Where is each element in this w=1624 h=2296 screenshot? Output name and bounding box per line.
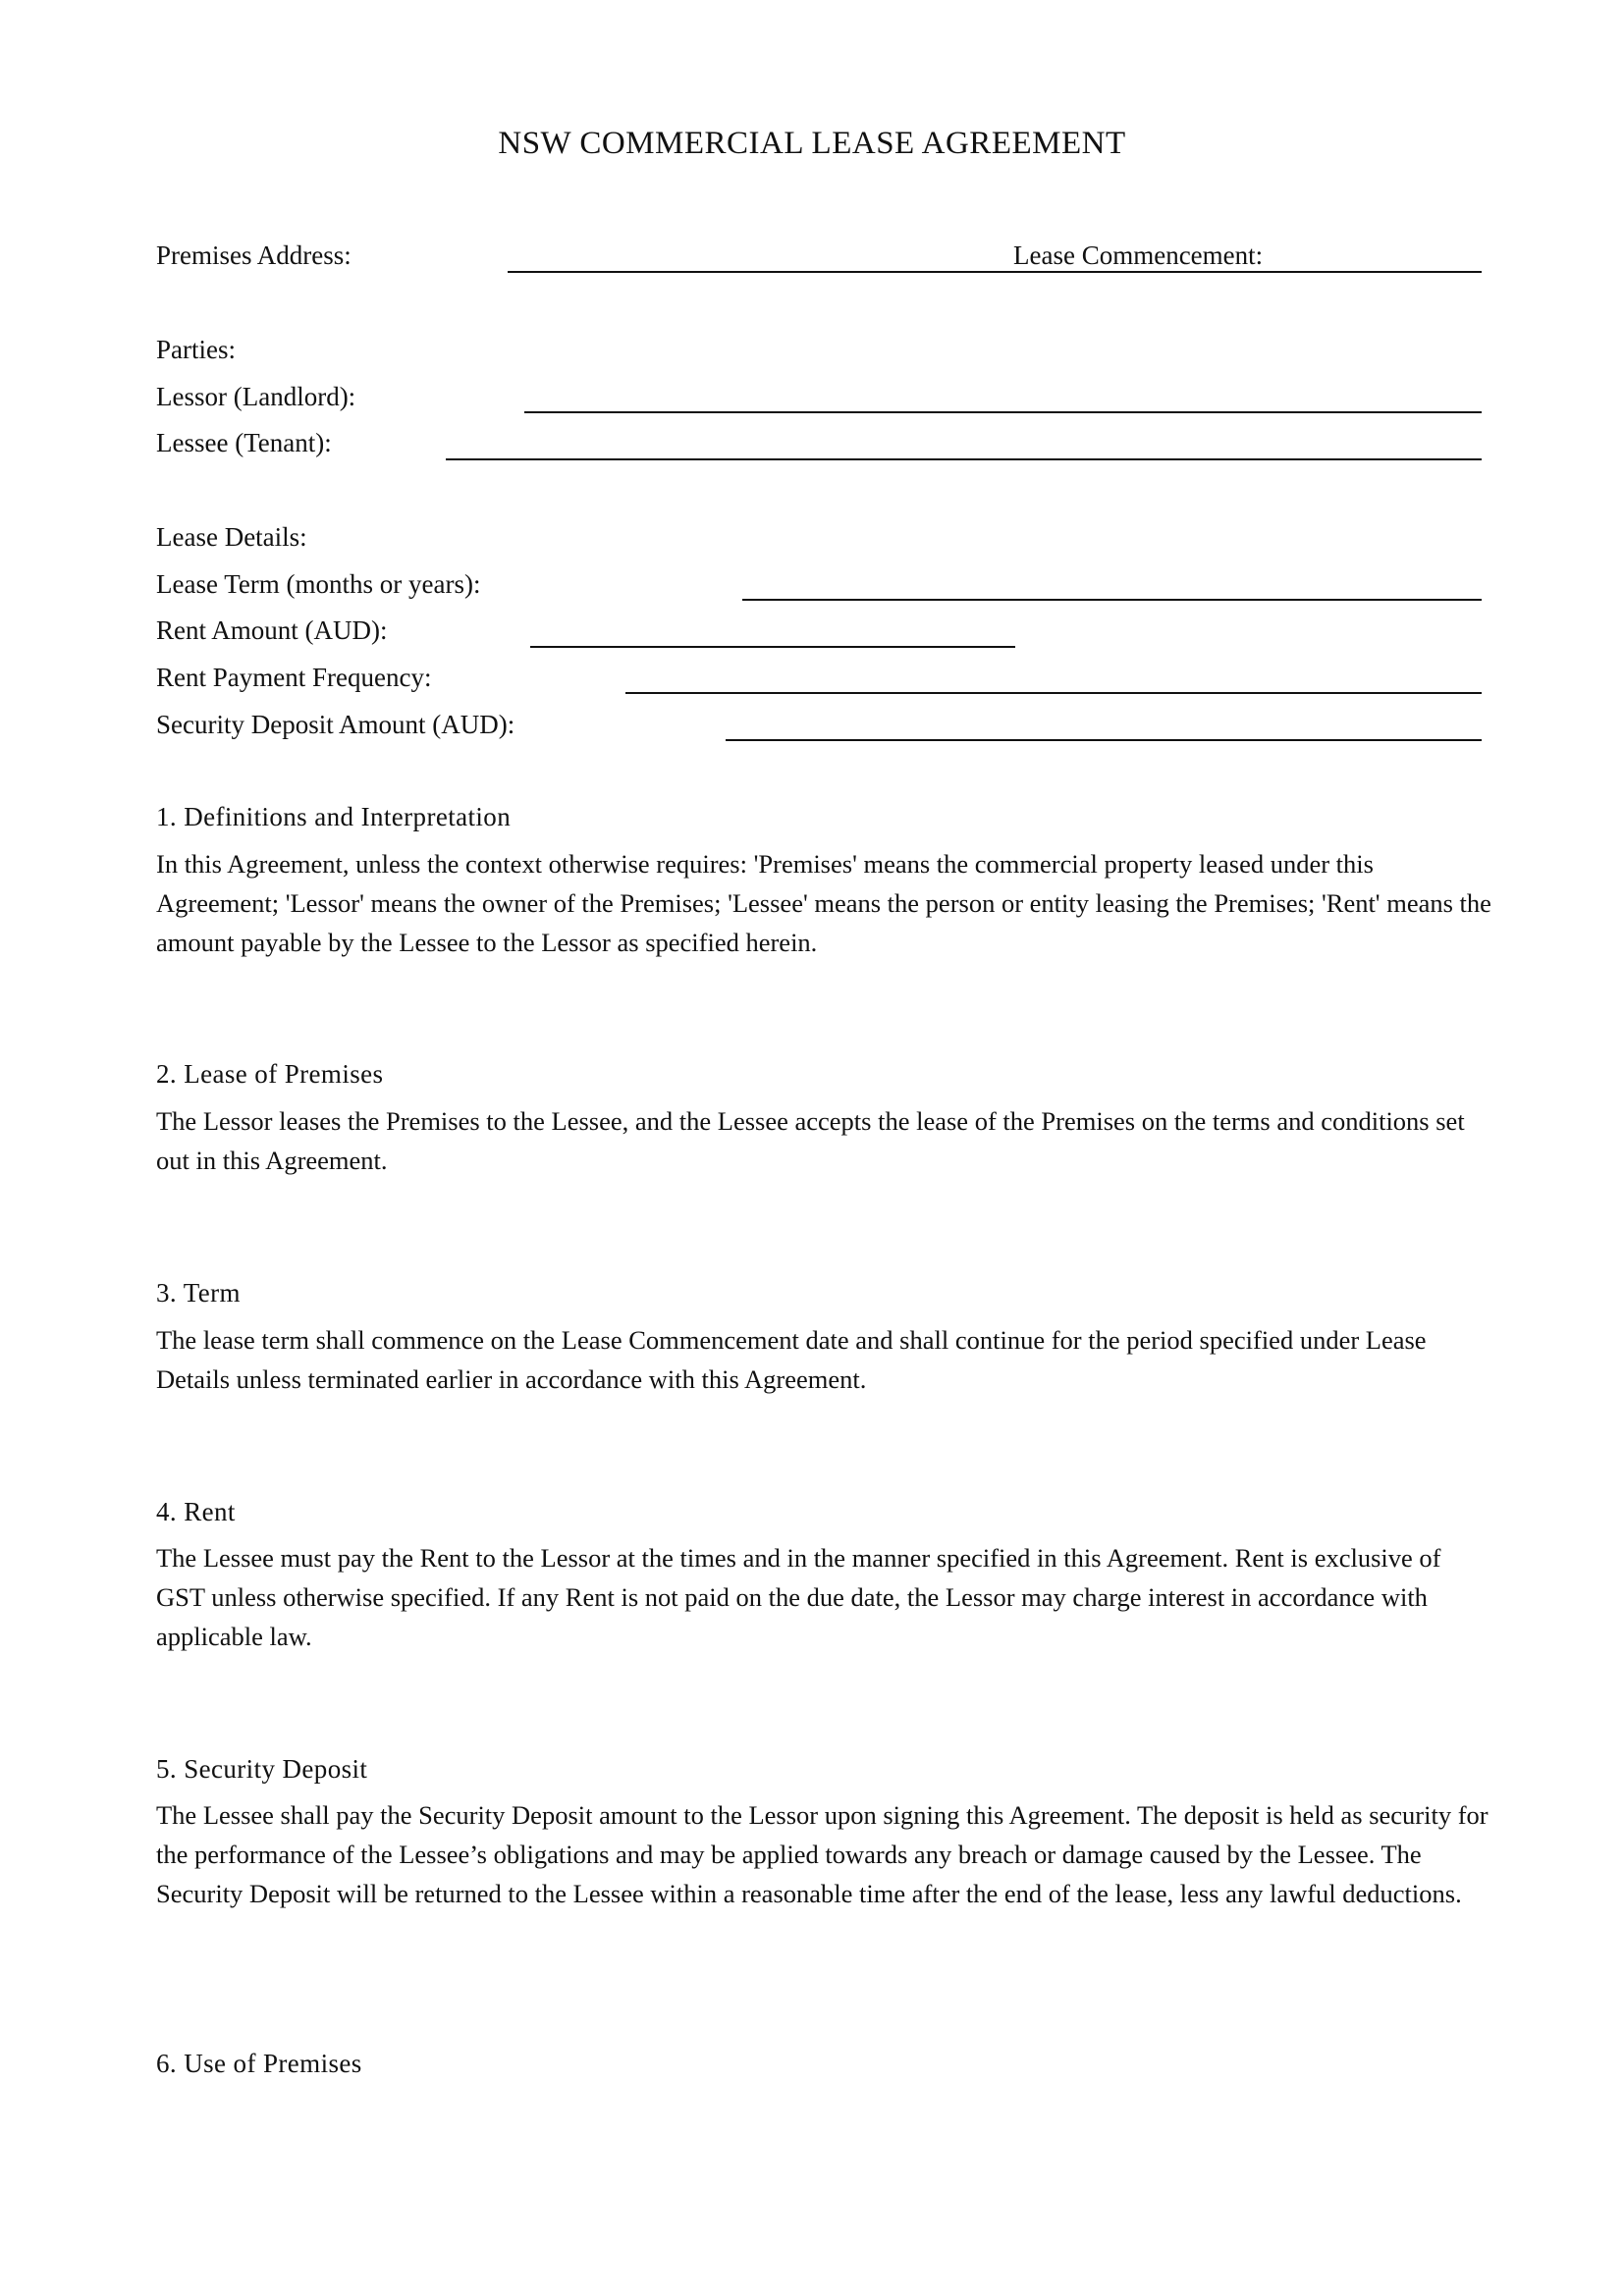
section-body: The Lessee must pay the Rent to the Lessor at the times and in the manner specified in this Agreement. Rent is exclusive of GST unless otherwise specified. If any Rent is not paid on the due date, the Lessor may charge interest in accordance with applicable law. [156,1543,1441,1651]
section-body: The lease term shall commence on the Lease Commencement date and shall continue for the period specified under Lease Details unless terminated earlier in accordance with this Agreement. [156,1325,1427,1394]
document-title: NSW COMMERCIAL LEASE AGREEMENT [498,126,1126,161]
section-heading: 6. Use of Premises [156,2049,362,2078]
section-heading: 1. Definitions and Interpretation [156,802,512,831]
lease-term-field[interactable] [742,599,1482,601]
parties-heading: Parties: [156,335,236,364]
rent-amount-label: Rent Amount (AUD): [156,615,388,645]
lease-commencement-label: Lease Commencement: [1013,240,1264,270]
section-body: The Lessee shall pay the Security Deposit amount to the Lessor upon signing this Agreement. The deposit is held as security for the performance of the Lessee’s obligations and may be applied towards any breach or damage caused by the Lessee. The Security Deposit will be returned to the Lessee within a reasonable time after the end of the lease, less any lawful deductions. [156,1800,1489,1908]
section-heading: 2. Lease of Premises [156,1059,384,1089]
lease-term-label: Lease Term (months or years): [156,569,481,599]
lessor-field[interactable] [524,411,1482,413]
lease-details-heading: Lease Details: [156,522,307,552]
rent-frequency-label: Rent Payment Frequency: [156,663,432,692]
section-heading: 3. Term [156,1278,241,1308]
premises-address-field[interactable] [508,271,1482,273]
lessee-label: Lessee (Tenant): [156,428,332,457]
rent-amount-field[interactable] [530,646,1015,648]
premises-address-label: Premises Address: [156,240,352,270]
section-body: The Lessor leases the Premises to the Lessee, and the Lessee accepts the lease of the Premises on the terms and conditions set out in this Agreement. [156,1106,1465,1175]
security-deposit-label: Security Deposit Amount (AUD): [156,710,515,739]
section-heading: 5. Security Deposit [156,1754,368,1784]
section-heading: 4. Rent [156,1497,236,1526]
section-body: In this Agreement, unless the context otherwise requires: 'Premises' means the commercial property leased under this Agreement; 'Lessor' means the owner of the Premises; 'Lessee' means the person or entity leasing the Premises; 'Rent' means the amount payable by the Lessee to the Lessor as specified herein. [156,849,1491,957]
security-deposit-field[interactable] [726,739,1482,741]
lessee-field[interactable] [446,458,1482,460]
rent-frequency-field[interactable] [625,692,1482,694]
lessor-label: Lessor (Landlord): [156,382,356,411]
